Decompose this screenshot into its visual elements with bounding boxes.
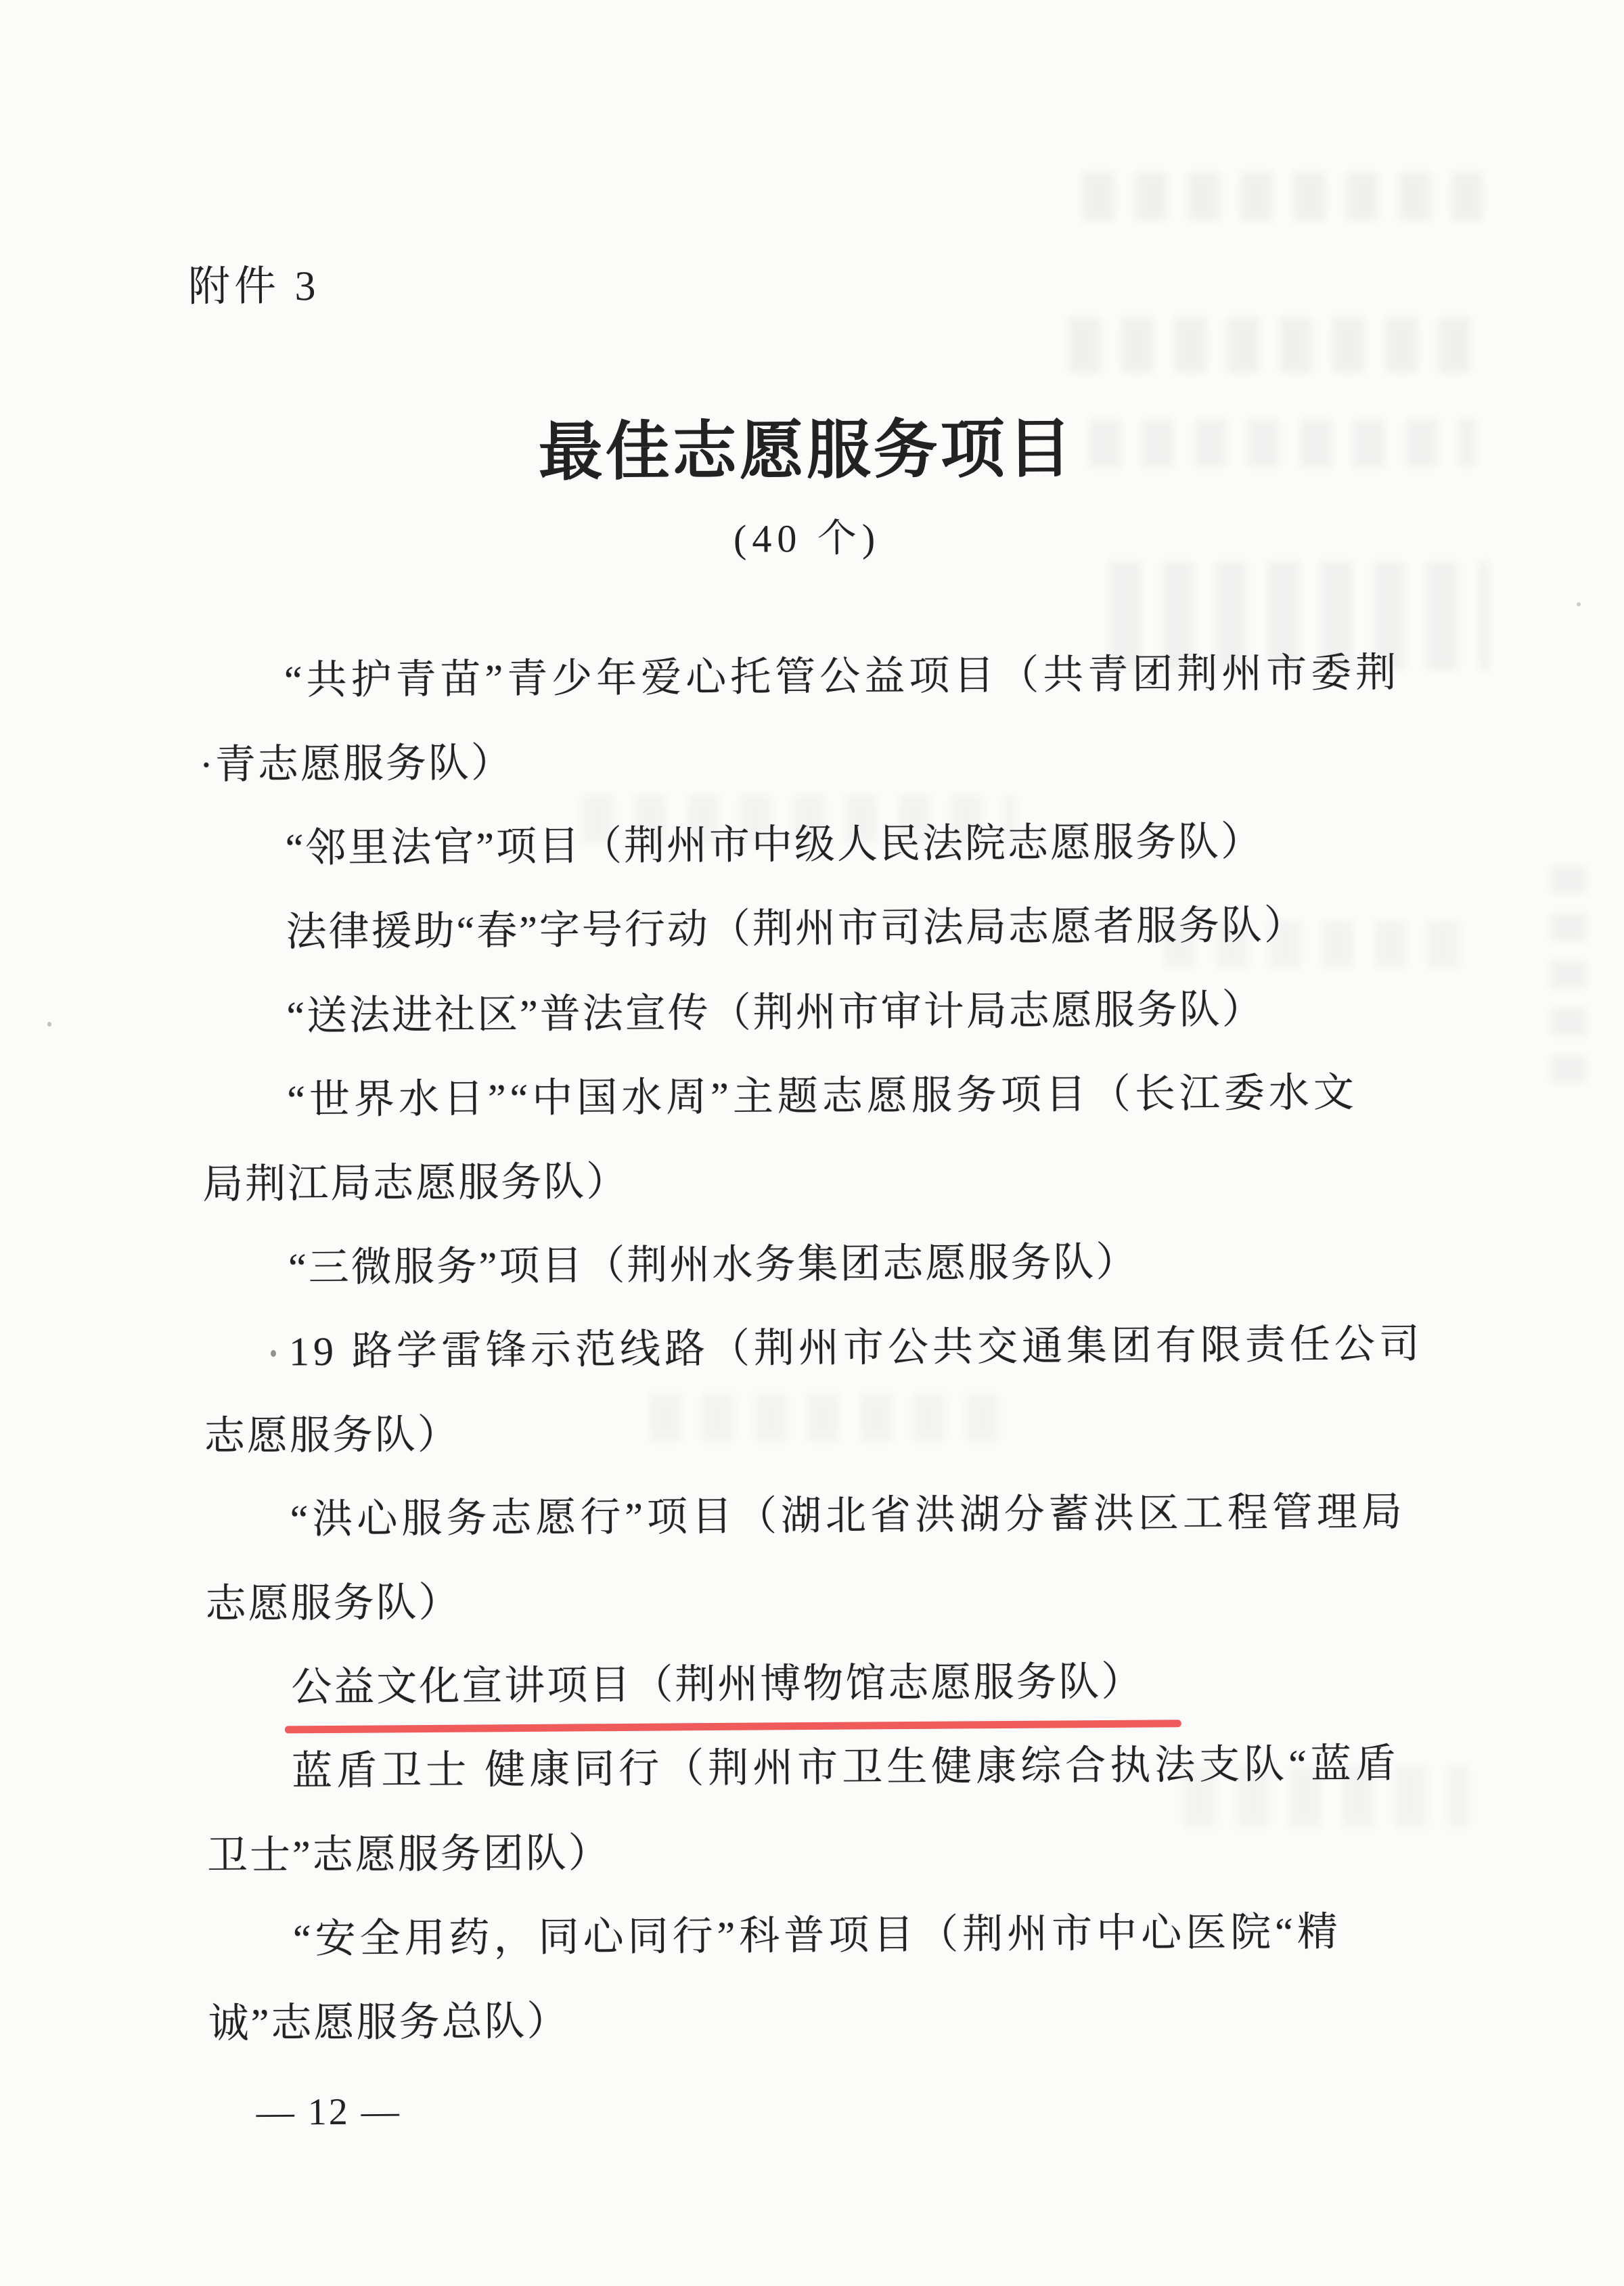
list-line: 蓝盾卫士 健康同行（荆州市卫生健康综合执法支队“蓝盾 <box>292 1741 1401 1794</box>
list-line: “共护青苗”青少年爱心托管公益项目（共青团荆州市委荆 <box>284 650 1401 703</box>
document-subtitle-count: (40 个) <box>733 516 881 561</box>
list-line: ·青志愿服务队） <box>199 740 514 788</box>
list-line: 19 路学雷锋示范线路（荆州市公共交通集团有限责任公司 <box>288 1321 1424 1374</box>
list-line: 局荆江局志愿服务队） <box>202 1159 629 1207</box>
attachment-label: 附件 3 <box>187 263 320 311</box>
document-title: 最佳志愿服务项目 <box>538 413 1075 489</box>
list-line: “三微服务”项目（荆州水务集团志愿服务队） <box>288 1239 1139 1291</box>
list-line: “洪心服务志愿行”项目（湖北省洪湖分蓄洪区工程管理局 <box>290 1489 1407 1542</box>
list-line: “邻里法官”项目（荆州市中级人民法院志愿服务队） <box>285 819 1264 871</box>
list-line: 诚”志愿服务总队） <box>208 1998 570 2046</box>
project-list <box>199 630 1458 2065</box>
list-line: “送法进社区”普法宣传（荆州市审计局志愿服务队） <box>286 987 1265 1039</box>
list-line: “安全用药，同心同行”科普项目（荆州市中心医院“精 <box>292 1909 1343 1962</box>
list-line: “世界水日”“中国水周”主题志愿服务项目（长江委水文 <box>287 1070 1359 1123</box>
page-number: — 12 — <box>256 2090 402 2134</box>
list-line: 公益文化宣讲项目（荆州博物馆志愿服务队） <box>206 1637 1455 1730</box>
list-line: 法律援助“春”字号行动（荆州市司法局志愿者服务队） <box>286 902 1307 955</box>
list-line: 志愿服务队） <box>204 1412 461 1459</box>
list-line: 卫士”志愿服务团队） <box>206 1831 612 1879</box>
list-line: 志愿服务队） <box>205 1579 461 1627</box>
